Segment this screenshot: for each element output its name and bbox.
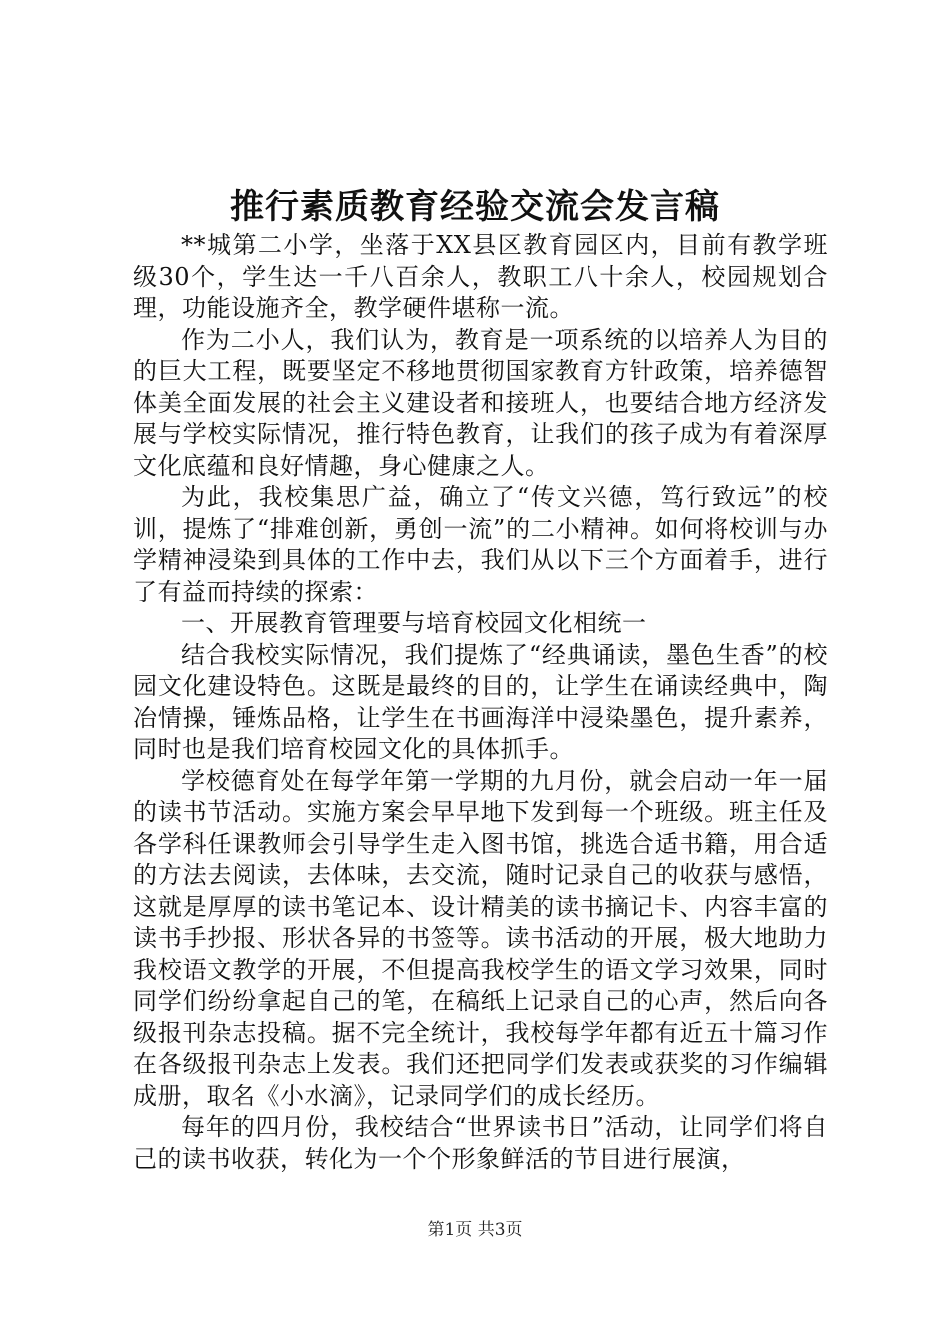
- document-title: 推行素质教育经验交流会发言稿: [230, 187, 720, 227]
- paragraph-reading-festival: 学校德育处在每学年第一学期的九月份，就会启动一年一届的读书节活动。实施方案会早早地下发到每一个班级。班主任及各学科任课教师会引导学生走入图书馆，挑选合适书籍，用合适的方法去阅读，去体味，去交流，随时记录自己的收获与感悟，这就是厚厚的读书笔记本、设计精美的读书摘记卡、内容丰富的读书手抄报、形状各异的书签等。读书活动的开展，极大地助力我校语文教学的开展，不但提高我校学生的语文学习效果，同时同学们纷纷拿起自己的笔，在稿纸上记录自己的心声，然后向各级报刊杂志投稿。据不完全统计，我校每学年都有近五十篇习作在各级报刊杂志上发表。我们还把同学们发表或获奖的习作编辑成册，取名《小水滴》，记录同学们的成长经历。: [133, 766, 828, 1110]
- paragraph-intro: **城第二小学，坐落于XX县区教育园区内，目前有教学班级30个，学生达一千八百余人，教职工八十余人，校园规划合理，功能设施齐全，教学硬件堪称一流。: [133, 231, 828, 322]
- paragraph-world-book-day: 每年的四月份，我校结合“世界读书日”活动，让同学们将自己的读书收获，转化为一个个形象鲜活的节目进行展演，: [133, 1113, 828, 1173]
- paragraph-motto: 为此，我校集思广益，确立了“传文兴德，笃行致远”的校训，提炼了“排难创新，勇创一流”的二小精神。如何将校训与办学精神浸染到具体的工作中去，我们从以下三个方面着手，进行了有益而持续的探索：: [133, 483, 828, 606]
- page-footer: 第1页 共3页: [427, 1220, 523, 1240]
- paragraph-culture: 结合我校实际情况，我们提炼了“经典诵读，墨色生香”的校园文化建设特色。这既是最终的目的，让学生在诵读经典中，陶冶情操，锤炼品格，让学生在书画海洋中浸染墨色，提升素养，同时也是我们培育校园文化的具体抓手。: [133, 640, 828, 763]
- section-heading-1: 一、开展教育管理要与培育校园文化相统一: [181, 609, 647, 637]
- document-body: [133, 230, 828, 1175]
- paragraph-philosophy: 作为二小人，我们认为，教育是一项系统的以培养人为目的的巨大工程，既要坚定不移地贯彻国家教育方针政策，培养德智体美全面发展的社会主义建设者和接班人，也要结合地方经济发展与学校实际情况，推行特色教育，让我们的孩子成为有着深厚文化底蕴和良好情趣，身心健康之人。: [133, 325, 828, 480]
